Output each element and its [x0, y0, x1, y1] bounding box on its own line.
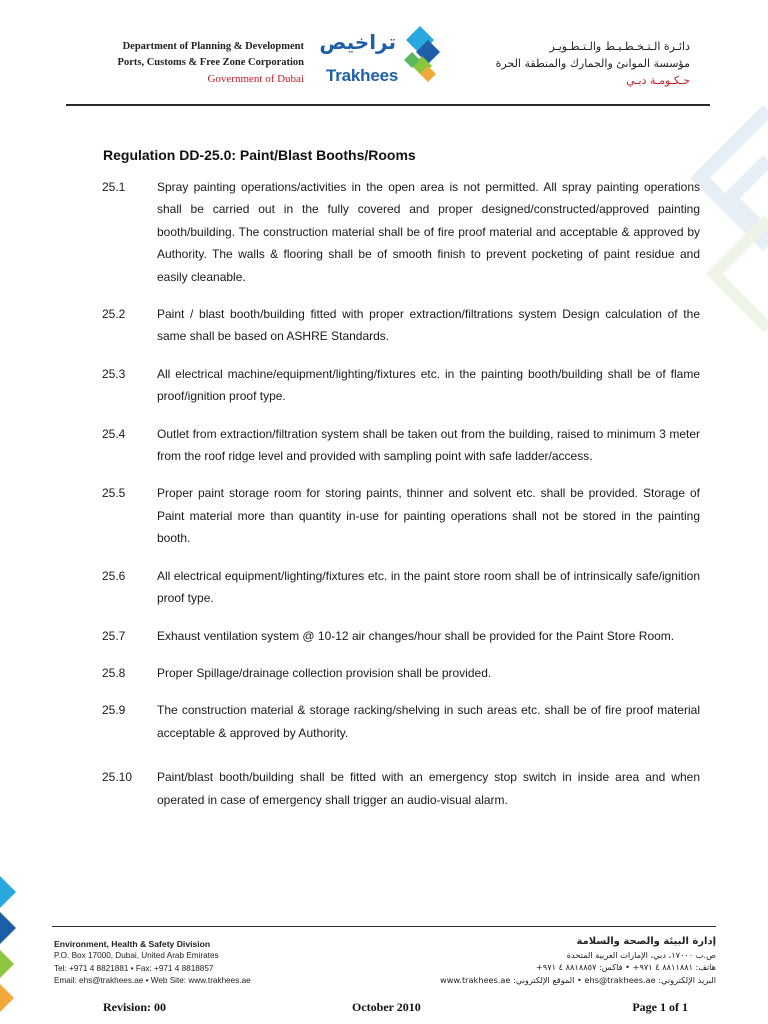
item-number: 25.10	[102, 770, 133, 785]
revision-label: Revision: 00	[103, 1000, 166, 1014]
header-english-block	[118, 39, 304, 87]
item-text: The construction material & storage racking/shelving in such areas etc. shall be of fire proof material acceptable & approved by Authority.	[157, 703, 700, 740]
issue-date: October 2010	[352, 1000, 421, 1014]
regulation-item	[102, 625, 700, 647]
regulation-item	[102, 482, 700, 549]
corporation-name: Ports, Customs & Free Zone Corporation	[117, 57, 304, 68]
logo-arabic-text: تراخيص	[319, 30, 396, 54]
regulation-item	[102, 766, 700, 811]
item-number: 25.2	[102, 307, 126, 322]
regulation-item	[102, 363, 700, 408]
item-text: Exhaust ventilation system @ 10-12 air changes/hour shall be provided for the Paint Store Room.	[157, 628, 675, 643]
regulation-item	[102, 303, 700, 348]
item-number: 25.5	[102, 486, 126, 501]
regulation-item	[102, 176, 700, 288]
government-name: Government of Dubai	[207, 73, 304, 85]
item-text: Outlet from extraction/filtration system shall be taken out from the building, raised to minimum 3 meter from the roof ridge level and provided with sampling point with safe ladder/access.	[157, 426, 700, 464]
postal-address: P.O. Box 17000, Dubai, United Arab Emirates	[54, 951, 219, 961]
department-name-arabic: دائـرة الـتـخـطـيـط والـتـطـويـر	[549, 40, 690, 53]
division-name: Environment, Health & Safety Division	[54, 939, 211, 949]
footer-english-block	[54, 938, 251, 988]
regulation-item	[102, 423, 700, 468]
regulation-item	[102, 662, 700, 684]
regulation-item	[102, 565, 700, 610]
item-number: 25.4	[102, 426, 126, 441]
regulation-title: Regulation DD-25.0: Paint/Blast Booths/Rooms	[103, 147, 416, 163]
footer-divider	[52, 926, 716, 927]
item-text: Proper Spillage/drainage collection provision shall be provided.	[157, 665, 492, 680]
trakhees-logo	[319, 24, 440, 94]
phone-fax: Tel: +971 4 8821881 • Fax: +971 4 8818857	[54, 963, 214, 973]
email-website-arabic: البريد الإلكتروني: ehs@trakhees.ae • الموقع الإلكتروني: www.trakhees.ae	[440, 974, 716, 985]
item-text: Paint / blast booth/building fitted with proper extraction/filtrations system Design calculation of the same shall be based on ASHRE Standards.	[157, 307, 700, 344]
item-text: Paint/blast booth/building shall be fitted with an emergency stop switch in inside area and when operated in case of emergency shall trigger an audio-visual alarm.	[157, 770, 700, 807]
regulation-list	[102, 176, 700, 811]
item-text: Proper paint storage room for storing paints, thinner and solvent etc. shall be provided. Storage of Paint material more than quantity in-use for painting operations shall not be stored in the painting booth.	[157, 486, 700, 546]
corporation-name-arabic: مؤسسة الموانئ والجمارك والمنطقة الحرة	[495, 57, 690, 70]
item-number: 25.8	[102, 665, 126, 680]
regulation-item	[102, 699, 700, 744]
item-number: 25.6	[102, 568, 126, 583]
email-website: Email: ehs@trakhees.ae • Web Site: www.trakhees.ae	[54, 976, 251, 986]
corner-diamonds-graphic	[0, 868, 22, 1018]
header-arabic-block	[454, 38, 690, 89]
header-divider	[66, 104, 710, 106]
item-text: All electrical machine/equipment/lighting/fixtures etc. in the painting booth/building shall be of flame proof/ignition proof type.	[157, 366, 700, 404]
phone-fax-arabic: هاتف: ٨٨١١٨٨١ ٤ ٩٧١+ • فاكس: ٨٨١٨٨٥٧ ٤ ٩٧١+	[535, 962, 716, 973]
department-name: Department of Planning & Development	[122, 41, 304, 52]
division-name-arabic: إدارة البيئة والصحة والسلامة	[576, 936, 716, 947]
item-number: 25.9	[102, 703, 126, 718]
logo-mark-icon	[398, 26, 442, 90]
item-text: Spray painting operations/activities in the open area is not permitted. All spray painting operations shall be carried out in the fully covered and proper designed/constructed/approved painting booth/building. The construction material shall be of fire proof material and acceptable & approved by Authority. The walls & flooring shall be of smooth finish to prevent pocketing of paint residue and easily cleanable.	[157, 180, 700, 284]
item-text: All electrical equipment/lighting/fixtures etc. in the paint store room shall be of intrinsically safe/ignition proof type.	[157, 568, 700, 606]
page-number: Page 1 of 1	[632, 1000, 688, 1014]
government-name-arabic: حـكـومـة دبـي	[626, 74, 690, 87]
footer-arabic-block	[416, 936, 716, 986]
item-number: 25.7	[102, 628, 126, 643]
item-number: 25.3	[102, 366, 126, 381]
postal-address-arabic: ص.ب ١٧٠٠٠، دبي، الإمارات العربية المتحدة	[566, 949, 716, 960]
logo-english-text: Trakhees	[326, 66, 399, 85]
item-number: 25.1	[102, 180, 126, 194]
